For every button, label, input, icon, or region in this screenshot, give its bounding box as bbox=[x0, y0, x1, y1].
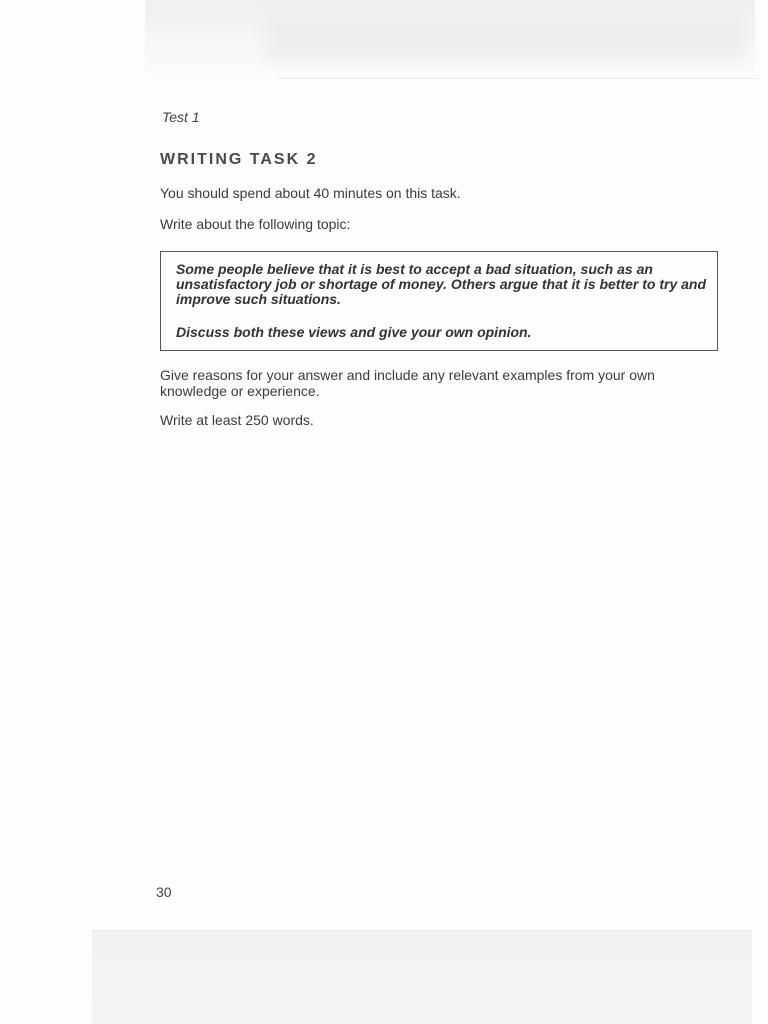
page-number: 30 bbox=[156, 884, 172, 900]
reasons-instruction: Give reasons for your answer and include any relevant examples from your own knowledge or experience. bbox=[160, 367, 655, 399]
scan-shadow-top bbox=[145, 0, 755, 78]
scan-edge-top bbox=[278, 78, 758, 79]
topic-box bbox=[160, 251, 718, 351]
time-instruction: You should spend about 40 minutes on this task. bbox=[160, 185, 461, 201]
test-label: Test 1 bbox=[162, 109, 200, 125]
word-count-instruction: Write at least 250 words. bbox=[160, 412, 314, 428]
scan-shadow-bottom bbox=[92, 930, 752, 1024]
scan-edge-bottom bbox=[92, 930, 752, 931]
topic-instruction: Discuss both these views and give your own opinion. bbox=[176, 324, 532, 340]
topic-statement: Some people believe that it is best to accept a bad situation, such as an unsatisfactory job or shortage of money. Others argue that it is better to try and improve such situations. bbox=[176, 261, 707, 307]
task-title: WRITING TASK 2 bbox=[160, 151, 318, 168]
topic-intro: Write about the following topic: bbox=[160, 216, 351, 232]
